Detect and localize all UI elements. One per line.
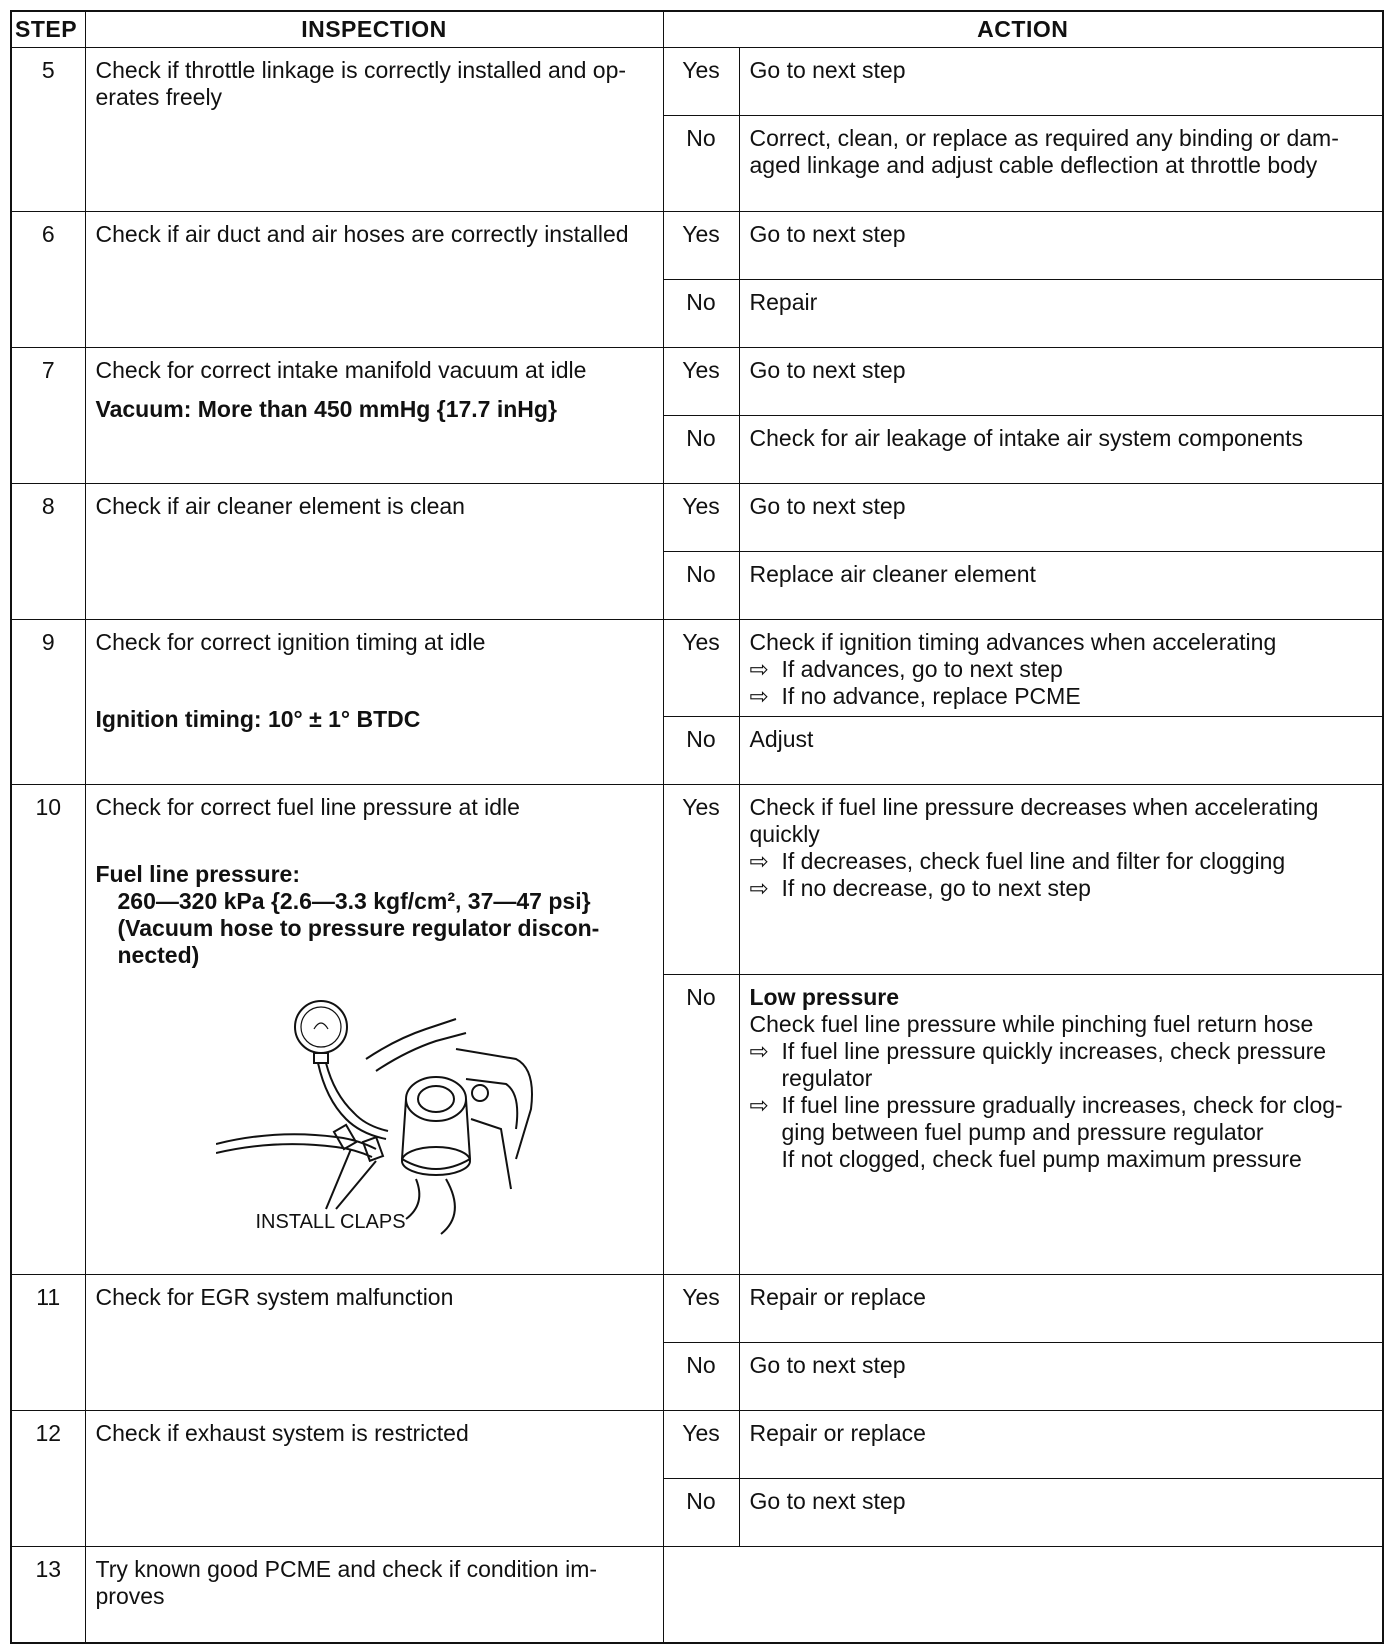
step-number: 5 <box>11 48 85 212</box>
no-label: No <box>663 975 739 1275</box>
yes-label: Yes <box>663 48 739 116</box>
inspection-cell <box>85 785 663 1275</box>
yes-label: Yes <box>663 212 739 280</box>
spec-value: Vacuum: More than 450 mmHg {17.7 inHg} <box>95 396 557 422</box>
yes-action-cell <box>739 620 1383 717</box>
no-action: Adjust <box>739 717 1383 785</box>
step-number: 12 <box>11 1411 85 1547</box>
yes-action: Go to next step <box>739 212 1383 280</box>
header-row <box>11 11 1383 48</box>
arrow-icon: ⇨ <box>749 1092 769 1118</box>
yes-action: Go to next step <box>739 48 1383 116</box>
no-action-cell <box>739 975 1383 1275</box>
action-substep: ⇨ If decreases, check fuel line and filter for clogging <box>749 848 1286 874</box>
no-label: No <box>663 1479 739 1547</box>
arrow-icon: ⇨ <box>749 875 769 901</box>
spec-title: Fuel line pressure: <box>95 861 301 887</box>
table-row <box>11 48 1383 116</box>
step-number: 13 <box>11 1547 85 1643</box>
step-number: 7 <box>11 348 85 484</box>
inspection-text: Check for correct ignition timing at idle <box>95 629 486 655</box>
inspection-text: Check for EGR system malfunction <box>85 1275 663 1411</box>
action-substep: ⇨ If fuel line pressure gradually increases, check for clog-ging between fuel pump and pressure regulator <box>749 1092 1343 1145</box>
no-action: Go to next step <box>739 1479 1383 1547</box>
diagnostic-document <box>10 10 1382 1644</box>
action-substep: ⇨ If no advance, replace PCME <box>749 683 1081 709</box>
yes-label: Yes <box>663 484 739 552</box>
table-row <box>11 212 1383 280</box>
yes-label: Yes <box>663 348 739 416</box>
step-number: 11 <box>11 1275 85 1411</box>
yes-label: Yes <box>663 1411 739 1479</box>
arrow-icon: ⇨ <box>749 1038 769 1064</box>
no-action: Replace air cleaner element <box>739 552 1383 620</box>
action-substep: ⇨ If advances, go to next step <box>749 656 1063 682</box>
arrow-icon: ⇨ <box>749 683 769 709</box>
no-label: No <box>663 416 739 484</box>
action-substep: If not clogged, check fuel pump maximum pressure <box>781 1146 1302 1172</box>
no-action: Check fuel line pressure while pinching fuel return hose <box>749 1011 1314 1037</box>
yes-action: Go to next step <box>739 484 1383 552</box>
no-action-title: Low pressure <box>749 984 900 1010</box>
no-label: No <box>663 1343 739 1411</box>
inspection-text: Check for correct intake manifold vacuum at idle <box>95 357 587 383</box>
yes-label: Yes <box>663 785 739 975</box>
no-label: No <box>663 116 739 212</box>
inspection-text: Check if air cleaner element is clean <box>85 484 663 620</box>
no-action: Go to next step <box>739 1343 1383 1411</box>
diagnostic-table <box>10 10 1384 1644</box>
figure-label: INSTALL CLAPS <box>255 1211 406 1233</box>
empty-action-cell <box>663 1547 1383 1643</box>
step-number: 8 <box>11 484 85 620</box>
inspection-text: Check if air duct and air hoses are correctly installed <box>85 212 663 348</box>
no-label: No <box>663 717 739 785</box>
action-substep: ⇨ If no decrease, go to next step <box>749 875 1091 901</box>
table-row <box>11 484 1383 552</box>
table-row <box>11 1411 1383 1479</box>
arrow-icon: ⇨ <box>749 656 769 682</box>
spec-note: (Vacuum hose to pressure regulator discon-nected) <box>117 915 600 968</box>
inspection-text: Try known good PCME and check if condition im-proves <box>85 1547 663 1643</box>
table-row <box>11 348 1383 416</box>
yes-action: Go to next step <box>739 348 1383 416</box>
inspection-text: Check for correct fuel line pressure at idle <box>95 794 520 820</box>
fuel-pressure-gauge-illustration <box>216 989 546 1239</box>
yes-label: Yes <box>663 1275 739 1343</box>
table-row <box>11 1275 1383 1343</box>
no-label: No <box>663 552 739 620</box>
step-number: 6 <box>11 212 85 348</box>
no-action: Correct, clean, or replace as required any binding or dam-aged linkage and adjust cable deflection at throttle body <box>739 116 1383 212</box>
header-inspection: INSPECTION <box>85 11 663 48</box>
yes-label: Yes <box>663 620 739 717</box>
yes-action: Repair or replace <box>739 1275 1383 1343</box>
spec-value: 260—320 kPa {2.6—3.3 kgf/cm², 37—47 psi} <box>117 888 591 914</box>
arrow-icon: ⇨ <box>749 848 769 874</box>
table-row <box>11 620 1383 717</box>
inspection-text: Check if throttle linkage is correctly installed and op-erates freely <box>85 48 663 212</box>
table-row <box>11 1547 1383 1643</box>
inspection-cell <box>85 620 663 785</box>
inspection-text: Check if exhaust system is restricted <box>85 1411 663 1547</box>
yes-action: Check if ignition timing advances when accelerating <box>749 629 1277 655</box>
table-row <box>11 785 1383 975</box>
action-substep: ⇨ If fuel line pressure quickly increases, check pressure regulator <box>749 1038 1327 1091</box>
no-action: Repair <box>739 280 1383 348</box>
no-label: No <box>663 280 739 348</box>
yes-action: Repair or replace <box>739 1411 1383 1479</box>
step-number: 10 <box>11 785 85 1275</box>
header-step: STEP <box>11 11 85 48</box>
inspection-cell <box>85 348 663 484</box>
yes-action-cell <box>739 785 1383 975</box>
no-action: Check for air leakage of intake air system components <box>739 416 1383 484</box>
gauge-drawing <box>216 989 546 1239</box>
yes-action: Check if fuel line pressure decreases when accelerating quickly <box>749 794 1319 847</box>
spec-value: Ignition timing: 10° ± 1° BTDC <box>95 706 421 732</box>
header-action: ACTION <box>663 11 1383 48</box>
step-number: 9 <box>11 620 85 785</box>
